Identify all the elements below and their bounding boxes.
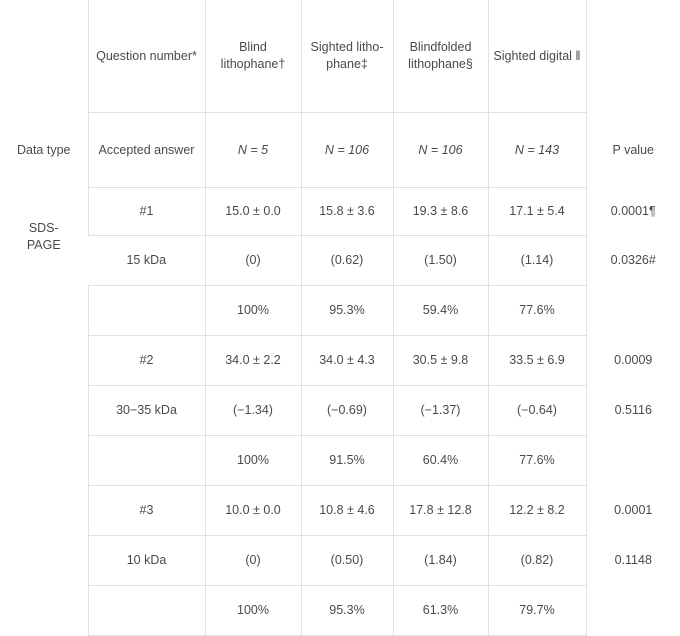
cell-sighted-litho: 95.3% — [301, 586, 393, 636]
header-n-sighted-digital: N = 143 — [488, 113, 586, 188]
cell-blind: 34.0 ± 2.2 — [205, 336, 301, 386]
cell-blindfolded: 19.3 ± 8.6 — [393, 188, 488, 236]
header-empty-topright — [586, 0, 680, 113]
cell-sighted-litho: (−0.69) — [301, 386, 393, 436]
cell-p-value — [586, 286, 680, 336]
cell-blindfolded: 60.4% — [393, 436, 488, 486]
cell-blindfolded: 17.8 ± 12.8 — [393, 486, 488, 536]
cell-sighted-digital: 33.5 ± 6.9 — [488, 336, 586, 386]
cell-type — [0, 436, 88, 486]
cell-sighted-digital: (0.82) — [488, 536, 586, 586]
header-blind-lithophane: Blind lithophane† — [205, 0, 301, 113]
cell-question: #1 — [88, 188, 205, 236]
cell-p-value: 0.0009 — [614, 353, 653, 368]
cell-p-value — [586, 436, 680, 486]
cell-question — [88, 436, 205, 486]
cell-question: 15 kDa — [88, 236, 205, 286]
cell-type — [0, 486, 88, 536]
cell-type — [0, 586, 88, 636]
cell-p-value: 0.0001 — [614, 503, 653, 518]
table-row — [0, 386, 680, 436]
cell-sighted-digital: 77.6% — [488, 286, 586, 336]
cell-p-value — [586, 586, 680, 636]
cell-blindfolded: 30.5 ± 9.8 — [393, 336, 488, 386]
cell-p-value: 0.0326# — [610, 253, 656, 268]
cell-blind: (−1.34) — [205, 386, 301, 436]
header-accepted-answer: Accepted answer — [88, 113, 205, 188]
cell-blind: 100% — [205, 586, 301, 636]
cell-p-value: 0.0001¶ — [610, 204, 656, 219]
header-sighted-lithophane: Sighted litho-phane‡ — [301, 0, 393, 113]
header-sighted-digital: Sighted digital ‖ — [488, 0, 586, 113]
cell-sighted-digital: (−0.64) — [488, 386, 586, 436]
cell-blindfolded: (1.84) — [393, 536, 488, 586]
header-blindfolded-lithophane: Blindfolded lithophane§ — [393, 0, 488, 113]
table-row — [0, 236, 680, 286]
cell-blind: (0) — [205, 236, 301, 286]
cell-sighted-litho: (0.62) — [301, 236, 393, 286]
table-row — [0, 336, 680, 386]
table-header-row-2 — [0, 113, 680, 188]
table-row — [0, 486, 680, 536]
cell-sighted-digital: 77.6% — [488, 436, 586, 486]
cell-type — [0, 536, 88, 586]
cell-blindfolded: (1.50) — [393, 236, 488, 286]
table-row — [0, 286, 680, 336]
cell-blindfolded: 61.3% — [393, 586, 488, 636]
cell-type — [0, 336, 88, 386]
header-n-blindfolded: N = 106 — [393, 113, 488, 188]
cell-type — [0, 386, 88, 436]
cell-sighted-litho: (0.50) — [301, 536, 393, 586]
cell-p-value: 0.1148 — [614, 553, 652, 568]
cell-blind: 15.0 ± 0.0 — [205, 188, 301, 236]
section-label-sds-page — [0, 188, 88, 286]
cell-sighted-digital: 12.2 ± 8.2 — [488, 486, 586, 536]
cell-question: 30−35 kDa — [88, 386, 205, 436]
table-header-row-1 — [0, 0, 680, 113]
cell-sighted-digital: 17.1 ± 5.4 — [488, 188, 586, 236]
cell-sighted-litho: 15.8 ± 3.6 — [301, 188, 393, 236]
section-label-line2: PAGE — [26, 237, 61, 252]
header-data-type: Data type — [16, 142, 71, 157]
cell-blind: 100% — [205, 286, 301, 336]
table-row — [0, 536, 680, 586]
cell-sighted-litho: 10.8 ± 4.6 — [301, 486, 393, 536]
cell-question — [88, 586, 205, 636]
header-n-blind: N = 5 — [205, 113, 301, 188]
cell-type — [0, 286, 88, 336]
table-row — [0, 188, 680, 236]
table-row — [0, 586, 680, 636]
cell-sighted-litho: 91.5% — [301, 436, 393, 486]
cell-question: #3 — [88, 486, 205, 536]
header-question-number: Question number* — [88, 0, 205, 113]
cell-blind: (0) — [205, 536, 301, 586]
header-p-value: P value — [612, 142, 654, 157]
cell-sighted-litho: 95.3% — [301, 286, 393, 336]
cell-blindfolded: 59.4% — [393, 286, 488, 336]
section-label-line1: SDS- — [28, 220, 59, 235]
cell-question: #2 — [88, 336, 205, 386]
header-empty-topleft — [0, 0, 88, 113]
cell-sighted-digital: (1.14) — [488, 236, 586, 286]
cell-question — [88, 286, 205, 336]
table-row — [0, 436, 680, 486]
cell-sighted-litho: 34.0 ± 4.3 — [301, 336, 393, 386]
cell-p-value: 0.5116 — [614, 403, 652, 418]
cell-blindfolded: (−1.37) — [393, 386, 488, 436]
cell-blind: 100% — [205, 436, 301, 486]
cell-question: 10 kDa — [88, 536, 205, 586]
cell-sighted-digital: 79.7% — [488, 586, 586, 636]
cell-blind: 10.0 ± 0.0 — [205, 486, 301, 536]
header-n-sighted-lithophane: N = 106 — [301, 113, 393, 188]
